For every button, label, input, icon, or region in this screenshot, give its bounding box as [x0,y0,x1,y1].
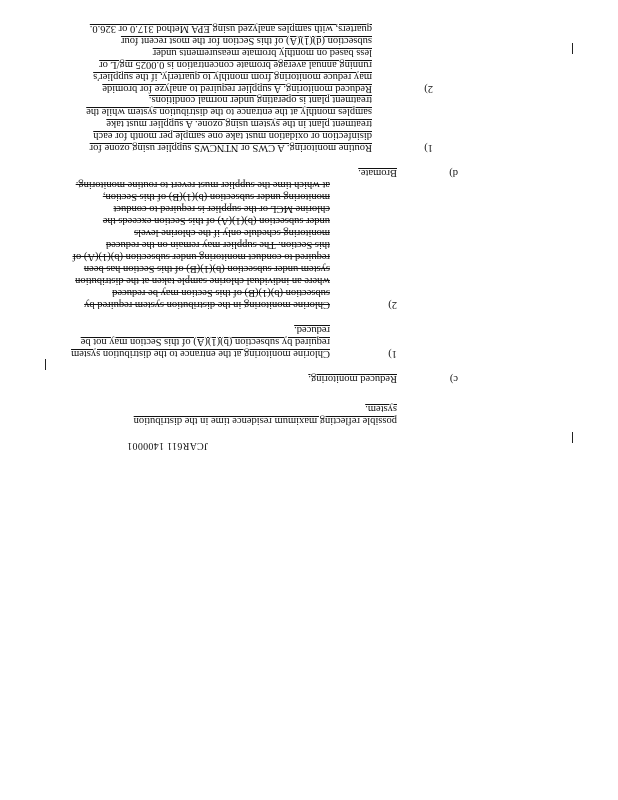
bromate-routine-line-3: treatment plant in the system using ozone. A supplier must take [106,118,372,129]
margin-bar-left [572,432,573,443]
chlorine-distribution-line-9: chlorine MCL or the supplier is required to conduct [113,203,330,214]
label-c1: 1) [388,348,397,359]
document-header: JCAR611 1400001 [126,440,208,451]
chlorine-distribution-line-2: subsection (b)(1)(B) of this Section may be reduced [112,287,330,298]
bromate-reduced-line-6: quarters, with samples analyzed using EPA Method 317.0 or 326.0. [89,23,372,34]
margin-bar-right [45,359,46,370]
reduced-monitoring-line-1: Reduced monitoring. [308,373,397,384]
chlorine-distribution-line-1: Chlorine monitoring in the distribution system required by [84,299,330,310]
chlorine-entrance-line-1: Chlorine monitoring at the entrance to the distribution system [71,348,330,359]
bromate-routine-paragraph [86,93,372,153]
bromate-reduced-line-5: subsection (d)(1)(A) of this Section for the most recent four [120,35,372,46]
bromate-reduced-line-3: running annual average bromate concentration is 0.0025 mg/L or [99,59,372,70]
chlorine-entrance-paragraph [71,323,330,359]
chlorine-distribution-line-4: system under subsection (b)(1)(B) of this Section has been [83,263,330,274]
label-d: d) [449,167,458,178]
chlorine-distribution-paragraph [73,178,330,310]
bromate-reduced-line-2: may reduce monitoring from monthly to quarterly, if the supplier's [93,71,372,82]
bromate-routine-line-2: disinfection or oxidation must take one sample per month for each [93,130,372,141]
chlorine-distribution-line-5: required to conduct monitoring under subsection (b)(1)(A) of [72,251,330,262]
chlorine-distribution-line-6: this Section. The supplier may remain on the reduced [105,239,330,250]
bromate-reduced-paragraph [90,22,372,94]
label-c: c) [449,373,458,384]
bromate-routine-line-5: treatment plant is operating under normal conditions. [148,94,372,105]
label-d1: 1) [424,142,433,153]
continuation-line-1: possible reflecting maximum residence time in the distribution [133,415,397,426]
bromate-routine-line-1: Routine monitoring. A CWS or NTNCWS supplier using ozone for [89,142,372,153]
chlorine-distribution-line-8: under subsection (b)(1)(A) of this Section exceeds the [102,215,330,226]
bromate-reduced-line-1: Reduced monitoring. A supplier required to analyze for bromide [102,83,372,94]
continuation-line-2: system. [365,403,397,414]
chlorine-distribution-line-11: at which time the supplier must revert to routine monitoring. [75,179,330,190]
chlorine-distribution-line-3: where an individual chlorine sample taken at the distribution [75,275,330,286]
chlorine-distribution-line-7: monitoring schedule only if the chlorine levels [134,227,330,238]
label-d2: 2) [424,83,433,94]
bromate-reduced-line-4: less based on monthly bromate measurements under [152,47,372,58]
chlorine-entrance-line-2: required by subsection (b)(1)(A) of this Section may not be [80,336,330,347]
bromate-heading [358,166,397,178]
continuation-paragraph [134,402,397,426]
margin-bar-left-bottom [572,43,573,54]
label-c2: 2) [388,299,397,310]
chlorine-distribution-line-10: monitoring under subsection (b)(1)(B) of this Section, [102,191,330,202]
bromate-heading-line-1: Bromate. [358,167,397,178]
chlorine-entrance-line-3: reduced. [294,324,330,335]
bromate-routine-line-4: samples monthly at the entrance to the distribution system while the [86,106,372,117]
reduced-monitoring-heading [308,372,397,384]
